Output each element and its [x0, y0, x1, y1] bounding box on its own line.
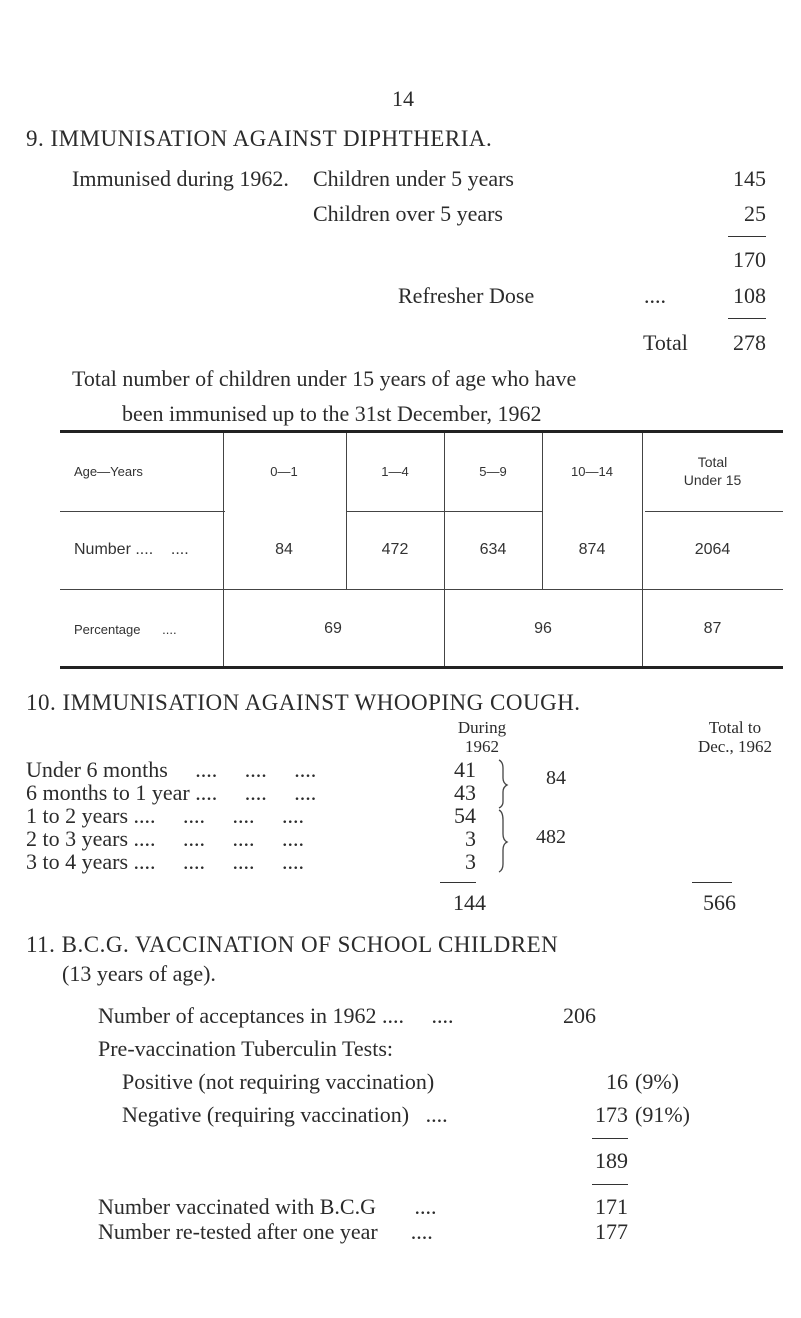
percentage-under-5: 69 [324, 620, 342, 637]
percentage-total: 87 [703, 620, 722, 637]
total-value: 278 [733, 330, 766, 355]
percentage-5-14: 96 [534, 620, 552, 637]
whooping-total-to-date: 566 [703, 890, 736, 915]
col-during-line-1: During [457, 718, 507, 737]
whooping-row-label: Under 6 months .... .... .... [26, 757, 317, 782]
number-0-1: 84 [275, 541, 293, 558]
total-label: Total [643, 330, 688, 355]
retested-label: Number re-tested after one year .... [98, 1219, 433, 1244]
acceptances-label: Number of acceptances in 1962 .... .... [98, 1003, 454, 1028]
table-header-row [60, 432, 783, 510]
table-vline [346, 433, 347, 589]
table-row-percentage [60, 590, 783, 668]
pretest-label: Pre-vaccination Tuberculin Tests: [98, 1036, 394, 1061]
table-vline [444, 433, 445, 666]
row-under-5-label: Children under 5 years [313, 166, 514, 191]
brace-bottom [499, 810, 507, 872]
header-total-under-15 [642, 432, 783, 510]
bcg-heading: 11. B.C.G. VACCINATION OF SCHOOL CHILDREN [26, 932, 559, 957]
vaccinated-rule [592, 1184, 628, 1185]
note-line-2: been immunised up to the 31st December, 1962 [122, 401, 542, 426]
tested-total-value: 189 [595, 1148, 628, 1173]
positive-percent: (9%) [635, 1069, 679, 1094]
whooping-total-rule [692, 882, 732, 883]
col-total-line-1: Total to [708, 718, 762, 737]
table-row-number [60, 510, 783, 590]
row-under-5-value: 145 [733, 166, 766, 191]
group-total-under-1: 84 [546, 767, 566, 789]
col-total-line-2: Dec., 1962 [697, 737, 773, 756]
negative-label: Negative (requiring vaccination) .... [122, 1102, 448, 1127]
whooping-row-label: 6 months to 1 year .... .... .... [26, 780, 317, 805]
brace-group [497, 758, 513, 878]
whooping-row-label: 2 to 3 years .... .... .... .... [26, 826, 305, 851]
header-1-4: 1—4 [381, 463, 409, 479]
diphtheria-heading: 9. IMMUNISATION AGAINST DIPHTHERIA. [26, 126, 493, 151]
whooping-row-label: 1 to 2 years .... .... .... .... [26, 803, 305, 828]
positive-value: 16 [606, 1069, 628, 1094]
table-vline [642, 433, 643, 666]
whooping-during-rule [440, 882, 476, 883]
subtotal-value: 170 [733, 247, 766, 272]
refresher-dots: .... [644, 283, 666, 308]
age-table [60, 432, 783, 668]
brace-top [499, 760, 507, 808]
number-10-14: 874 [578, 541, 606, 558]
whooping-heading: 10. IMMUNISATION AGAINST WHOOPING COUGH. [26, 690, 581, 715]
page-number: 14 [392, 86, 414, 111]
total-rule [728, 318, 766, 319]
whooping-row-value: 3 [465, 826, 476, 851]
refresher-value: 108 [733, 283, 766, 308]
number-5-9: 634 [479, 541, 507, 558]
negative-value: 173 [595, 1102, 628, 1127]
number-label: Number .... .... [74, 541, 189, 558]
bcg-subheading: (13 years of age). [62, 961, 216, 986]
header-10-14: 10—14 [571, 463, 613, 479]
refresher-label: Refresher Dose [398, 283, 535, 308]
vaccinated-label: Number vaccinated with B.C.G .... [98, 1194, 437, 1219]
header-5-9: 5—9 [479, 463, 507, 479]
header-0-1: 0—1 [270, 463, 298, 479]
header-age-years: Age—Years [74, 463, 143, 479]
table-vline [223, 433, 224, 666]
whooping-row-value: 54 [454, 803, 476, 828]
negative-percent: (91%) [635, 1102, 690, 1127]
retested-value: 177 [595, 1219, 628, 1244]
number-1-4: 472 [381, 541, 409, 558]
whooping-row-value: 41 [454, 757, 476, 782]
col-during-line-2: 1962 [465, 737, 499, 756]
positive-label: Positive (not requiring vaccination) [122, 1069, 435, 1094]
acceptances-value: 206 [563, 1003, 596, 1028]
row-over-5-label: Children over 5 years [313, 201, 503, 226]
row-over-5-value: 25 [744, 201, 766, 226]
table-vline [542, 433, 543, 589]
subtotal-rule [728, 236, 766, 237]
whooping-row-value: 3 [465, 849, 476, 874]
col-total-to-dec [675, 718, 795, 756]
col-during-1962 [432, 718, 532, 756]
vaccinated-value: 171 [595, 1194, 628, 1219]
whooping-total-during: 144 [453, 890, 486, 915]
note-line-1: Total number of children under 15 years of age who have [72, 366, 577, 391]
header-total: Total [697, 454, 728, 470]
percentage-label: Percentage .... [74, 621, 177, 637]
header-under-15: Under 15 [683, 472, 742, 488]
table-bottom-border [60, 666, 783, 669]
immunised-label: Immunised during 1962. [72, 166, 289, 191]
whooping-row-value: 43 [454, 780, 476, 805]
group-total-1-to-4: 482 [536, 826, 566, 848]
table-rule [60, 511, 225, 512]
whooping-row-label: 3 to 4 years .... .... .... .... [26, 849, 305, 874]
number-total: 2064 [694, 541, 731, 558]
tested-total-rule [592, 1138, 628, 1139]
table-rule [645, 511, 783, 512]
table-rule [60, 589, 783, 590]
